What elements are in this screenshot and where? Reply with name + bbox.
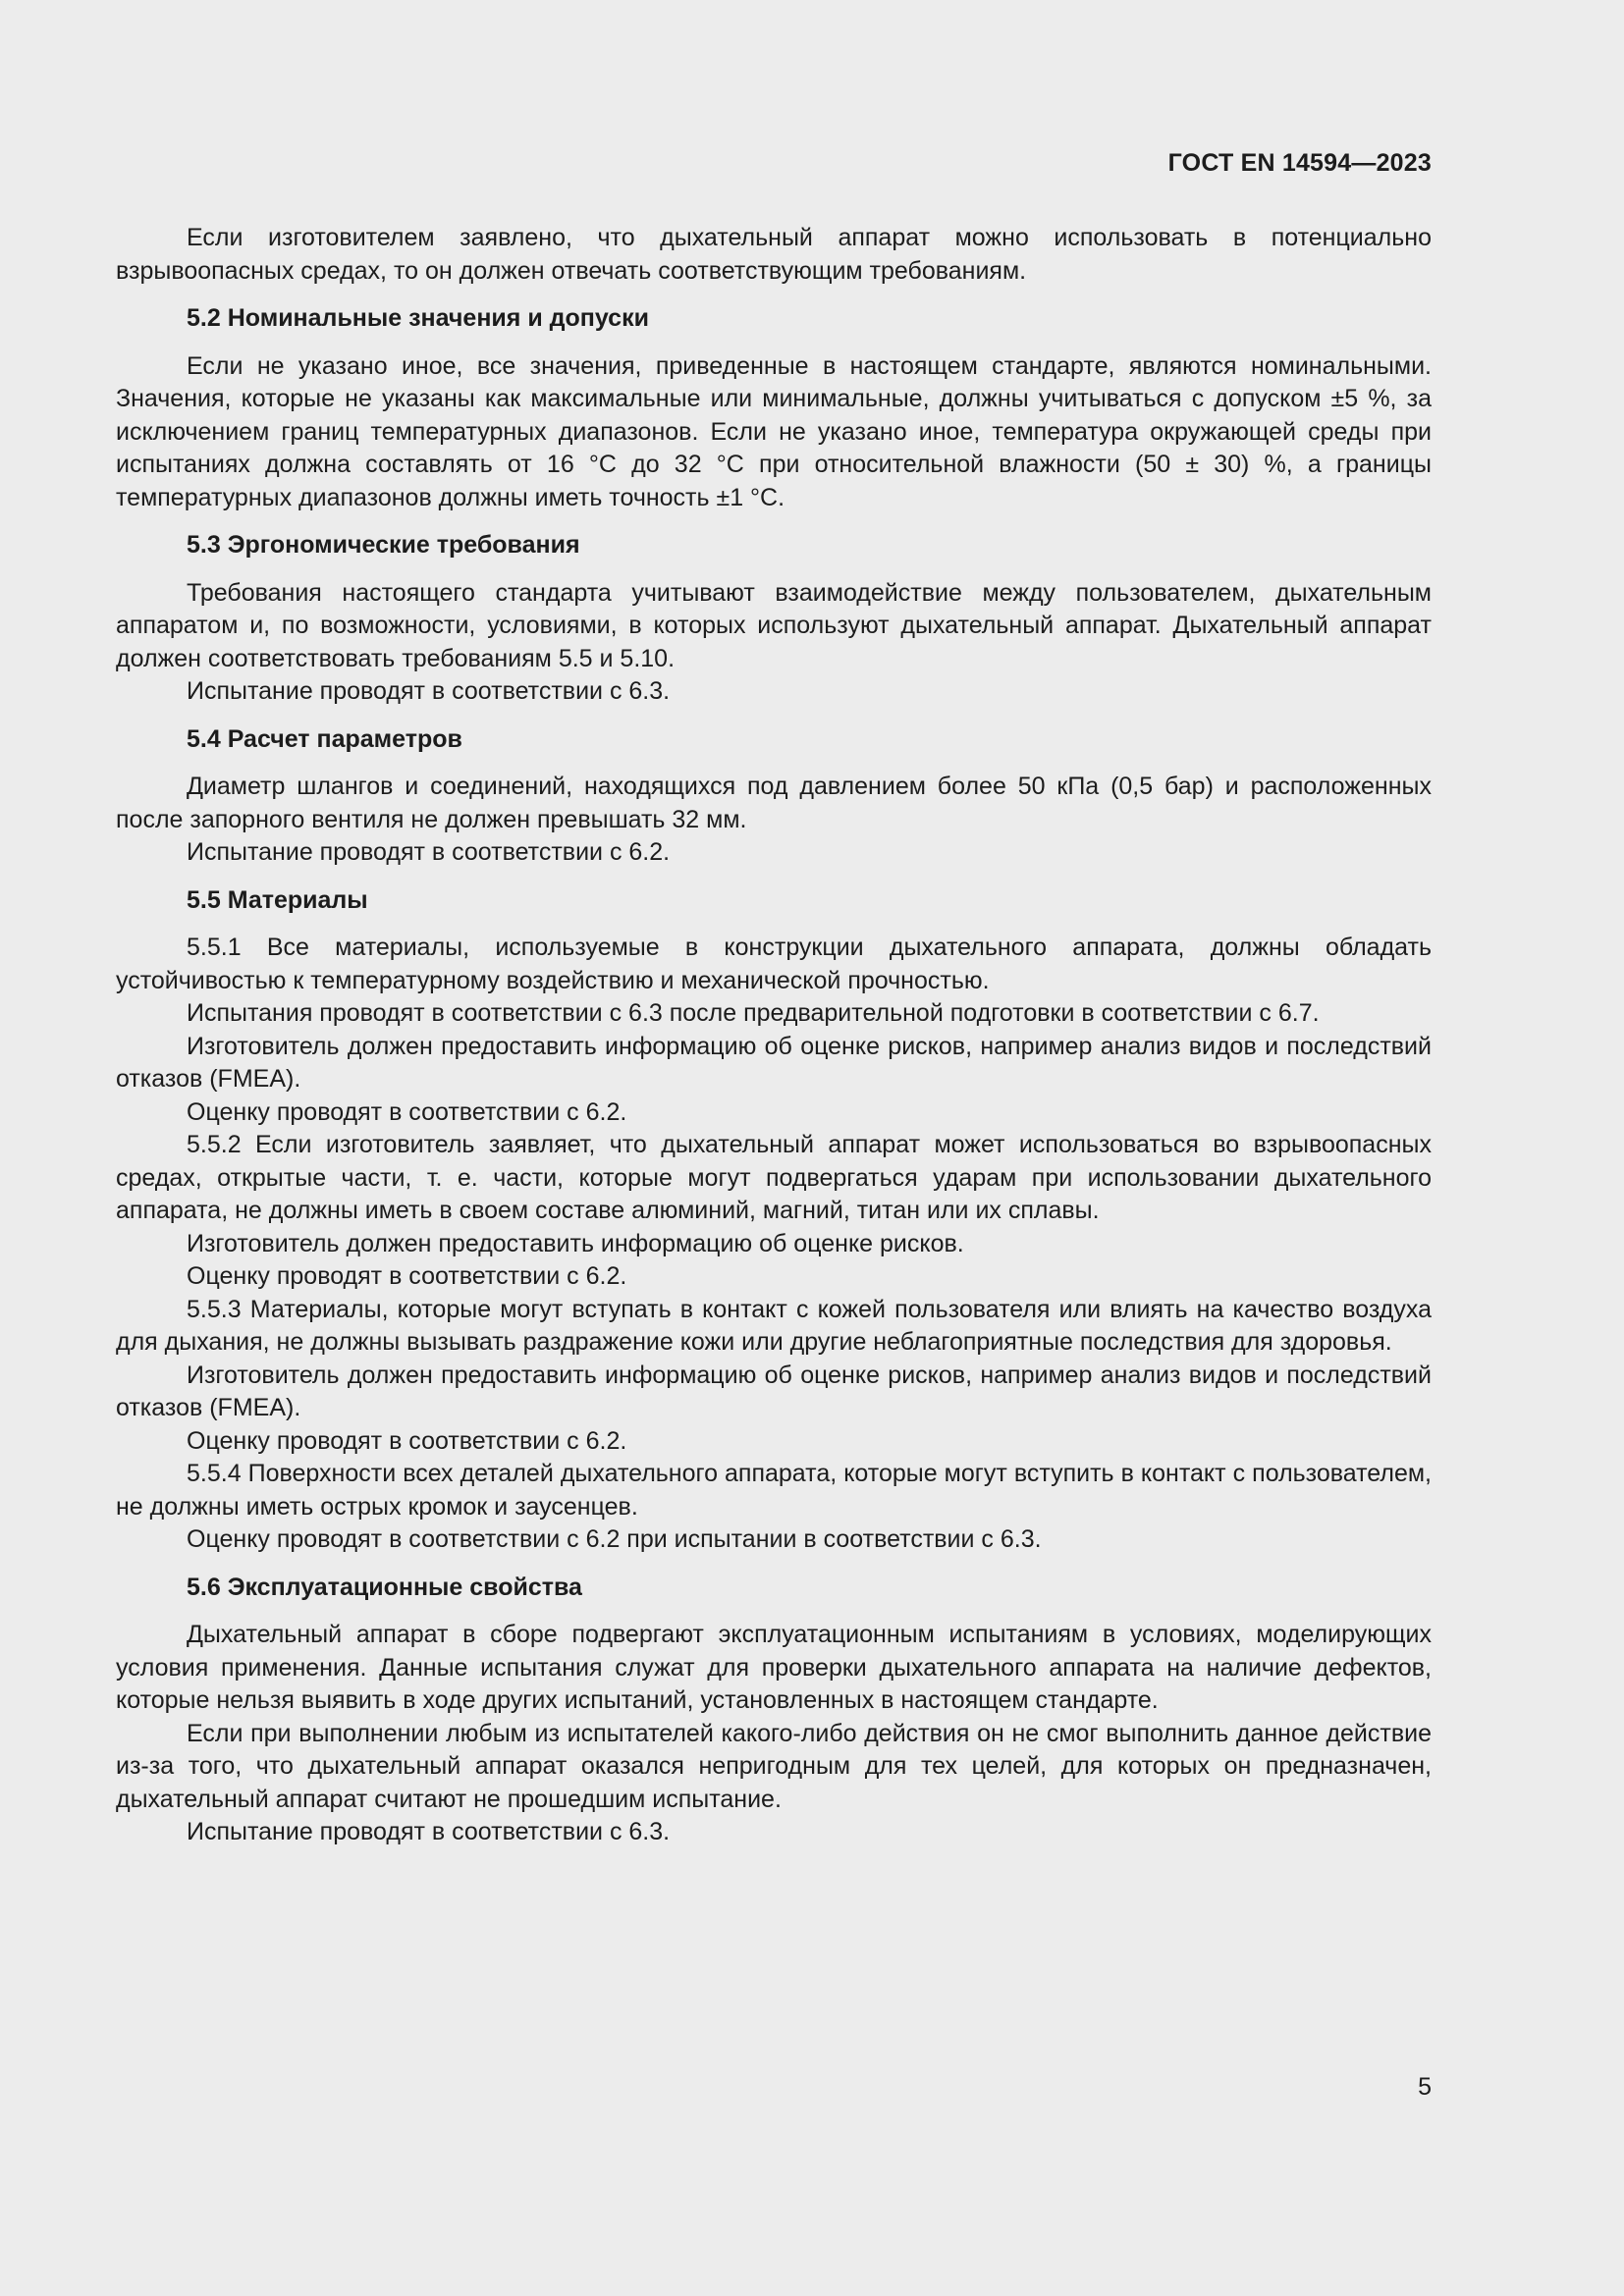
document-header-id: ГОСТ EN 14594—2023 <box>1167 149 1432 177</box>
section-5-5-paragraph: Изготовитель должен предоставить информацию об оценке рисков. <box>187 1229 964 1257</box>
section-5-4-title: 5.4 Расчет параметров <box>187 724 462 753</box>
section-5-2-paragraph: Если не указано иное, все значения, приведенные в настоящем стандарте, являются номинальными. Значения, которые не указаны как максимальные или минимальные, должны учитываться с допуском ±5 %, за исключением границ температурных диапазонов. Если не указано иное, температура окружающей среды при испытаниях должна составлять от 16 °C до 32 °C при относительной влажности (50 ± 30) %, а границы температурных диапазонов должны иметь точность ±1 °C. <box>116 351 1432 511</box>
section-5-5-paragraph: Изготовитель должен предоставить информацию об оценке рисков, например анализ видов и последствий отказов (FMEA). <box>116 1032 1432 1093</box>
section-5-3-title: 5.3 Эргономические требования <box>187 531 580 559</box>
section-5-5-paragraph: Оценку проводят в соответствии с 6.2. <box>187 1262 627 1290</box>
section-5-5-paragraph: Оценку проводят в соответствии с 6.2 при испытании в соответствии с 6.3. <box>187 1525 1042 1553</box>
section-5-5-paragraph: 5.5.1 Все материалы, используемые в конструкции дыхательного аппарата, должны обладать устойчивостью к температурному воздействию и механической прочностью. <box>116 934 1432 994</box>
page-number: 5 <box>1418 2073 1432 2101</box>
section-5-2-title: 5.2 Номинальные значения и допуски <box>187 304 649 332</box>
section-5-3-paragraph: Требования настоящего стандарта учитывают взаимодействие между пользователем, дыхательным аппаратом и, по возможности, условиями, в которых используют дыхательный аппарат. Дыхательный аппарат должен соответствовать требованиям 5.5 и 5.10. <box>116 578 1432 672</box>
section-5-5-paragraph: Оценку проводят в соответствии с 6.2. <box>187 1426 627 1455</box>
section-5-5-paragraph: Изготовитель должен предоставить информацию об оценке рисков, например анализ видов и последствий отказов (FMEA). <box>116 1361 1432 1421</box>
section-5-6-title: 5.6 Эксплуатационные свойства <box>187 1573 582 1601</box>
section-5-3-test-note: Испытание проводят в соответствии с 6.3. <box>187 677 671 705</box>
section-5-6-paragraph: Если при выполнении любым из испытателей какого-либо действия он не смог выполнить данное действие из-за того, что дыхательный аппарат оказался непригодным для тех целей, для которых он предназначен, дыхательный аппарат считают не прошедшим испытание. <box>116 1719 1432 1813</box>
section-5-5-paragraph: 5.5.3 Материалы, которые могут вступать в контакт с кожей пользователя или влиять на качество воздуха для дыхания, не должны вызывать раздражение кожи или другие неблагоприятные последствия для здоровья. <box>116 1295 1432 1356</box>
section-5-5-paragraph: Оценку проводят в соответствии с 6.2. <box>187 1097 627 1126</box>
document-page <box>116 0 1432 2296</box>
document-body <box>116 222 1432 1849</box>
section-5-5-paragraph: 5.5.2 Если изготовитель заявляет, что дыхательный аппарат может использоваться во взрывоопасных средах, открытые части, т. е. части, которые могут подвергаться ударам при использовании дыхательного аппарата, не должны иметь в своем составе алюминий, магний, титан или их сплавы. <box>116 1131 1432 1224</box>
section-5-6-paragraph: Испытание проводят в соответствии с 6.3. <box>187 1818 671 1845</box>
section-5-4-paragraph: Диаметр шлангов и соединений, находящихся под давлением более 50 кПа (0,5 бар) и расположенных после запорного вентиля не должен превышать 32 мм. <box>116 773 1432 833</box>
section-5-5-title: 5.5 Материалы <box>187 885 368 914</box>
section-5-5-paragraph: 5.5.4 Поверхности всех деталей дыхательного аппарата, которые могут вступить в контакт с пользователем, не должны иметь острых кромок и заусенцев. <box>116 1460 1432 1521</box>
intro-paragraph: Если изготовителем заявлено, что дыхательный аппарат можно использовать в потенциально взрывоопасных средах, то он должен отвечать соответствующим требованиям. <box>116 224 1432 285</box>
section-5-4-test-note: Испытание проводят в соответствии с 6.2. <box>187 838 671 866</box>
section-5-5-paragraph: Испытания проводят в соответствии с 6.3 после предварительной подготовки в соответствии с 6.7. <box>187 999 1320 1027</box>
section-5-6-paragraph: Дыхательный аппарат в сборе подвергают эксплуатационным испытаниям в условиях, моделирующих условия применения. Данные испытания служат для проверки дыхательного аппарата на наличие дефектов, которые нельзя выявить в ходе других испытаний, установленных в настоящем стандарте. <box>116 1621 1432 1714</box>
